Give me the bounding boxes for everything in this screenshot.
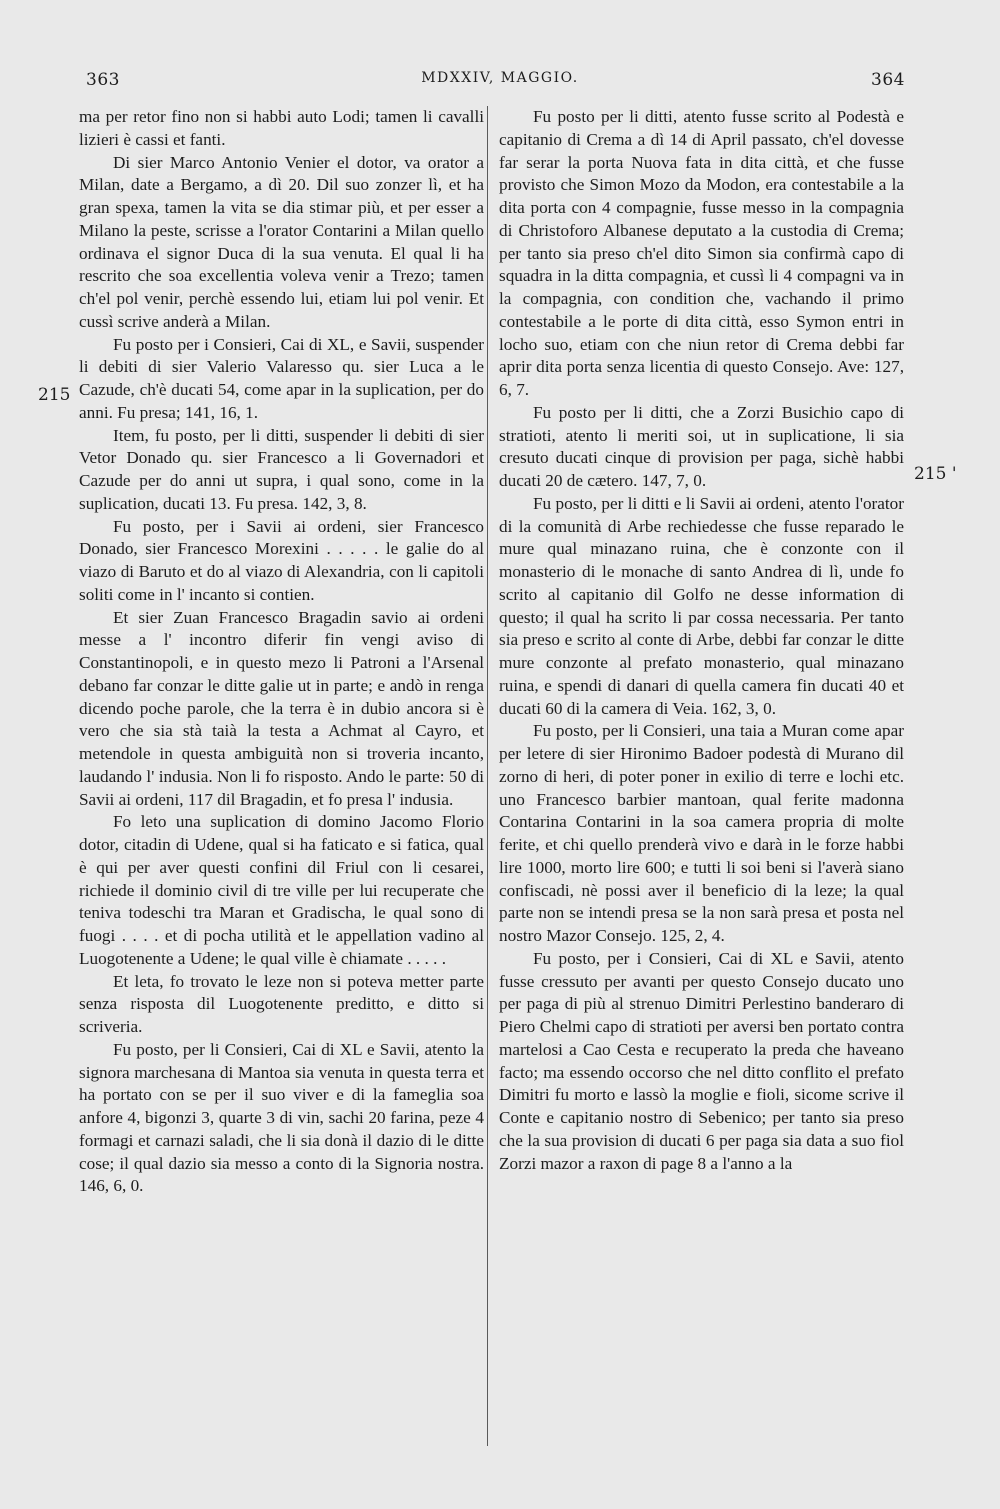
left-margin-number: 215: [38, 385, 71, 405]
left-paragraph-9: Fu posto, per li Consieri, Cai di XL e Savii, atento la signora marchesana di Mantoa sia venuta in questa terra et ha portato con se per il suo viver e di la fameglia soa anfore 4, bigonzi 3, quarte 3 di vin, sachi 20 farina, peze 4 formagi et carnazi saladi, che li sia donà il dazio di le ditte cose; il qual dazio sia messo a conto di la Signoria nostra. 146, 6, 0.: [79, 1039, 484, 1196]
left-paragraph-1: ma per retor fino non si habbi auto Lodi; tamen li cavalli lizieri è cassi et fanti.: [79, 107, 484, 149]
right-paragraph-5: Fu posto, per i Consieri, Cai di XL e Savii, atento fusse cressuto per avanti per questo Consejo ducato uno per paga di più al strenuo Dimitri Perlestino banderaro di Piero Chelmi capo di stratioti per aversi ben portato contra martelosi a Cao Cesta e recuperato la preda che haveano facto; ma essendo occorso che nel ditto conflito el prefato Dimitri fu morto e lassò la moglie e fioli, sicome scrive il Conte e capitanio nostro di Sebenico; per tanto sia preso che la sua provision di ducati 6 per paga sia data a suo fiol Zorzi mazor a raxon di page 8 a l'anno a la: [499, 948, 904, 1173]
running-title: MDXXIV, MAGGIO.: [421, 70, 579, 86]
right-margin-number: 215 ': [914, 464, 957, 484]
left-page-number: 363: [86, 70, 120, 90]
left-paragraph-3: Fu posto per i Consieri, Cai di XL, e Savii, suspender li debiti di sier Valerio Valaresso qu. sier Luca a le Cazude, ch'è ducati 54, come apar in la suplication, per do anni. Fu presa; 141, 16, 1.: [79, 334, 484, 422]
left-paragraph-8: Et leta, fo trovato le leze non si poteva metter parte senza risposta dil Luogotenente preditto, e ditto si scriveria.: [79, 971, 484, 1036]
right-paragraph-3: Fu posto, per li ditti e li Savii ai ordeni, atento l'orator di la comunità di Arbe rechiedesse che fusse reparado le mure qual minazano ruina, che è conzonte con il monasterio di le monache di santo Andrea di lì, unde fo scrito al capitanio dil Golfo ne desse information di questo; il qual ha scrito li par cossa necessaria. Per tanto sia preso e scrito al conte di Arbe, debbi far conzar le ditte mure conzonte al prefato monasterio, qual minazano ruina, e spendi di danari di quella camera fin ducati 40 et ducati 60 di la camera di Veia. 162, 3, 0.: [499, 493, 904, 718]
left-paragraph-5: Fu posto, per i Savii ai ordeni, sier Francesco Donado, sier Francesco Morexini . . . . . le galie do al viazo di Baruto et do al viazo di Alexandria, con li capitoli soliti come in l' incanto si contien.: [79, 516, 484, 604]
right-paragraph-4: Fu posto, per li Consieri, una taia a Muran come apar per letere di sier Hironimo Badoer podestà di Murano dil zorno di heri, di poter poner in exilio di terre e lochi etc. uno Francesco barbier mantoan, qual ferite madonna Contarina Contarini in la soa camera propria di molte ferite, et chi quello prenderà vivo e darà in le forze habbi lire 1000, morto lire 600; e tutti li soi beni si l'averà siano confiscadi, nè possi aver il beneficio di la leze; la qual parte non se intendi presa se la non sarà presa et posta nel nostro Mazor Consejo. 125, 2, 4.: [499, 721, 904, 945]
left-paragraph-6: Et sier Zuan Francesco Bragadin savio ai ordeni messe a l' incontro diferir fin vengi aviso di Constantinopoli, e in questo mezo li Patroni a l'Arsenal debano far conzar le ditte galie ut in parte; e andò in renga dicendo poche parole, che la terra è in dubio ancora si è vero che sia stà taià la testa a Achmat al Cayro, et metendole in questa ambiguità non si troveria incanto, laudando l' indusia. Non li fo risposto. Ando le parte: 50 di Savii ai ordeni, 117 dil Bragadin, et fo presa l' indusia.: [79, 607, 484, 809]
right-paragraph-2: Fu posto per li ditti, che a Zorzi Busichio capo di stratioti, atento li meriti soi, ut in suplicatione, li sia cresuto ducati cinque di provision per paga, sichè habbi ducati 20 de cætero. 147, 7, 0.: [499, 402, 904, 490]
left-text-column: [79, 106, 484, 1198]
right-paragraph-1: Fu posto per li ditti, atento fusse scrito al Podestà e capitanio di Crema a dì 14 di April passato, ch'el dovesse far serar la porta Nuova fata in dita città, et che fusse provisto che Simon Mozo da Modon, era contestabile a la dita porta con 4 compagnie, fusse messo in la compagnia di Christoforo Albanese deputato a la custodia di Crema; per tanto sia preso ch'el dito Simon sia confirmà capo di squadra in la ditta compagnia, et cussì li 4 compagni va in la compagnia, con condition che, vachando il primo contestabile a le porte di dita città, esso Symon entri in locho suo, etiam con che niun retor di Crema debbi far aprir dita porta senza licentia di questo Consejo. Ave: 127, 6, 7.: [499, 107, 904, 399]
left-paragraph-4: Item, fu posto, per li ditti, suspender li debiti di sier Vetor Donado qu. sier Francesco a li Governadori et Cazude per do anni ut supra, i qual sono, come in la suplication, ducati 13. Fu presa. 142, 3, 8.: [79, 425, 484, 513]
column-divider: [487, 106, 488, 1446]
right-page-number: 364: [871, 70, 905, 90]
left-paragraph-2: Di sier Marco Antonio Venier el dotor, va orator a Milan, date a Bergamo, a dì 20. Dil suo zonzer lì, et ha gran spexa, tamen la vita se dia stimar più, et per esser a Milano la peste, scrisse a l'orator Contarini a Milan quello ordinava el signor Duca di la sua venuta. El qual li ha rescrito che soa excellentia voleva venir a Trezo; tamen ch'el pol venir, perchè essendo lui, etiam lui pol venir. Et cussì scrive anderà a Milan.: [79, 152, 484, 331]
left-paragraph-7: Fo leto una suplication di domino Jacomo Florio dotor, citadin di Udene, qual si ha faticato e si fatica, qual è qui per aver questi confini dil Friul con li cesarei, richiede il dominio civil di tre ville per lui recuperate che teniva todeschi tra Maran et Gradischa, le qual sono di fuogi . . . . et di pocha utilità et le appellation vadino al Luogotenente a Udene; le qual ville è chiamate . . . . .: [79, 812, 484, 968]
right-text-column: [499, 106, 904, 1175]
